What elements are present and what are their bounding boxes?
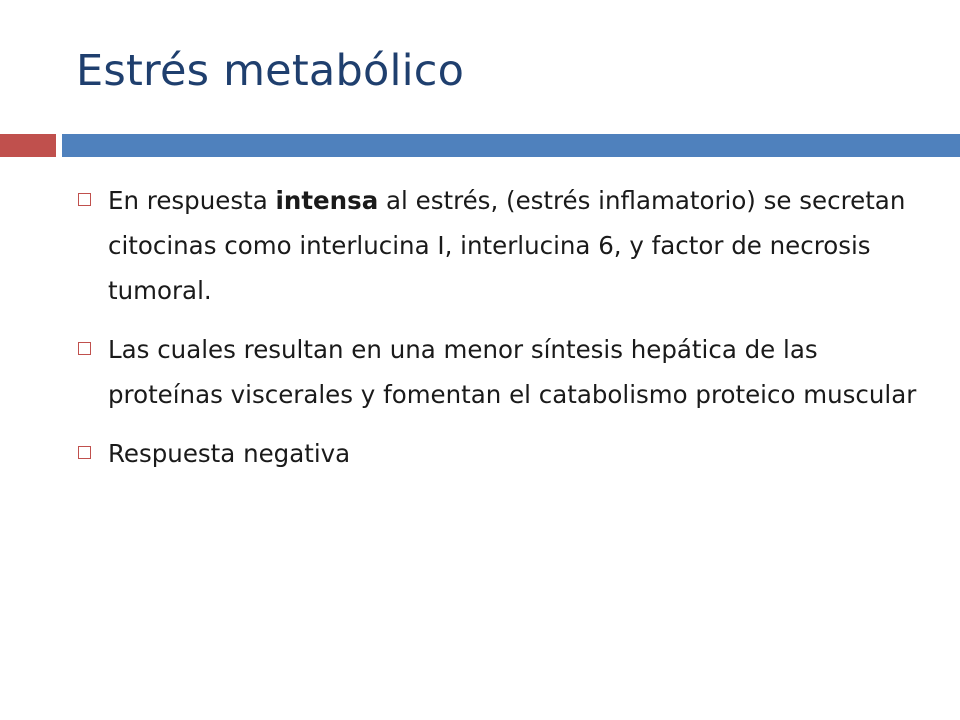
accent-bar-red <box>0 134 56 157</box>
bullet-item-3 <box>76 431 936 476</box>
square-bullet-icon <box>78 446 91 459</box>
bullet-text-1-start: En respuesta <box>108 186 276 215</box>
slide-title: Estrés metabólico <box>76 46 465 96</box>
bullet-text-1-end: al estrés, (estrés inflamatorio) se secretan citocinas como interlucina I, interlucina 6, y factor de necrosis tumoral. <box>108 186 906 305</box>
bullet-text-2: Las cuales resultan en una menor síntesis hepática de las proteínas viscerales y fomentan el catabolismo proteico muscular <box>108 335 917 409</box>
bullet-item-2 <box>76 327 936 417</box>
bullet-list <box>76 178 936 490</box>
bullet-text-1-emphasis: intensa <box>275 186 379 215</box>
square-bullet-icon <box>78 193 91 206</box>
accent-bar-blue <box>62 134 960 157</box>
bullet-text-1 <box>108 186 905 305</box>
square-bullet-icon <box>78 342 91 355</box>
bullet-text-3: Respuesta negativa <box>108 439 351 468</box>
bullet-item-1 <box>76 178 936 313</box>
